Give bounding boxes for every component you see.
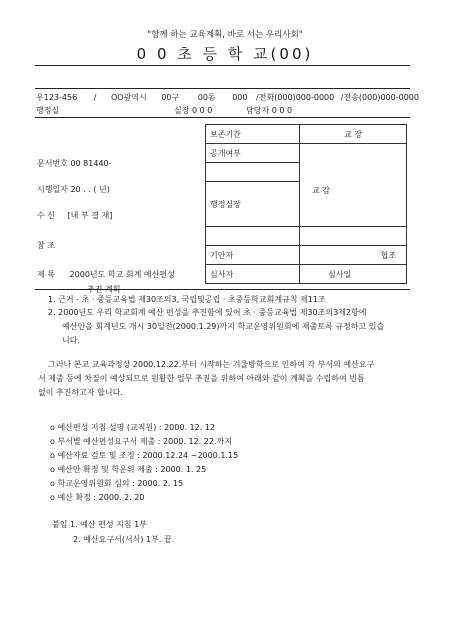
review-date-label: 심사일: [300, 265, 407, 284]
person-in-charge: 담당자 0 0 0: [246, 106, 293, 115]
cooperation-label: 협조: [300, 246, 407, 265]
paragraph-2-line-2: 예산안을 회계년도 개시 30일전(2000.1.29)까지 학교운영위원회에 제출토록 규정하고 있습: [62, 322, 385, 331]
subject-label: 제 목: [37, 270, 55, 279]
schedule-item: o 예산 확정 : 2000. 2. 20: [50, 493, 145, 502]
disclosure-label: 공개여부: [206, 144, 300, 163]
paragraph-2-line-3: 니다.: [62, 336, 80, 345]
document-number: 문서번호 00 81440-: [37, 159, 112, 168]
principal-label: 교 장: [300, 125, 407, 144]
slogan: "함께 하는 교육계획, 바로 서는 우리사회": [147, 30, 303, 40]
paragraph-3-line-2: 서 제출 등에 차질이 예상되므로 원활한 업무 추진을 위하여 아래와 같이 계획을 수립하여 빈틈: [38, 374, 365, 383]
postal-code: 우123-456: [36, 93, 78, 102]
city: OO광역시: [110, 93, 147, 102]
drafter-label: 기안자: [206, 246, 300, 265]
approval-table: [205, 124, 409, 284]
schedule-item: o 예산편성 지침 설명 (교직원) : 2000. 12. 12: [50, 423, 215, 432]
address-line: 우123-456 / OO광역시 00구 00동 000 /전화(000)000-0000 /전송(000)000-0000: [36, 93, 419, 102]
subject-line-2: 추진 계획: [87, 285, 121, 294]
header-rule-2: [35, 88, 410, 89]
schedule-item: o 부서별 예산편성요구서 제출 : 2000. 12. 22.까지: [50, 437, 232, 446]
recipient-row: [37, 210, 112, 221]
subject-row: [37, 269, 175, 280]
header-rule-top: [35, 65, 410, 66]
attachment-1: 붙임 1. 예산 편성 지침 1부: [52, 520, 147, 529]
admin-office-label: 행정실: [36, 106, 60, 115]
header-rule-3: [35, 117, 410, 118]
reference-label: 참 조: [37, 241, 55, 250]
recipient-label: 수 신: [37, 211, 55, 220]
recipient-value: [내 부 결 재]: [67, 211, 113, 220]
paragraph-3-line-3: 없이 추진하고자 합니다.: [38, 388, 123, 397]
dong: 00동: [197, 93, 216, 102]
subject-line-1: 2000년도 학교 회계 예산편성: [69, 270, 175, 279]
schedule-item: o 예산자료 검토 및 조정 : 2000.12.24 ~2000.1.15: [50, 451, 239, 460]
schedule-item: o 학교운영위원회 심의 : 2000. 2. 15: [50, 479, 184, 488]
schedule-item: o 예산안 확정 및 학운위 제출 : 2000. 1. 25: [50, 465, 207, 474]
section-rule: [35, 289, 410, 290]
admin-head-label: 행정실장: [206, 182, 300, 227]
attachment-2: 2. 예산요구서(서식) 1부. 끝.: [73, 535, 175, 544]
issue-date: 시행일자 20 . . ( 년): [37, 185, 110, 194]
paragraph-2-line-1: 2. 2000년도 우리 학교회계 예산 편성을 추진함에 있어 초 · 중등교육법 제30조의3제2항에: [48, 308, 367, 317]
paragraph-3-line-1: 그러나 본교 교육과정상 2000.12.22.부터 시작하는 겨울방학으로 인하여 각 부서의 예산요구: [48, 360, 375, 369]
phone: /전화(000)000-0000: [256, 93, 335, 102]
vice-principal-label: 교 감: [312, 186, 330, 195]
retention-label: 보존기간: [206, 125, 300, 144]
fax: /전송(000)000-0000: [340, 93, 419, 102]
office-head: 실장 0 0 0: [174, 106, 213, 115]
school-name-title: 0 0 초 등 학 교(00): [136, 45, 314, 63]
district: 00구: [161, 93, 180, 102]
paragraph-basis: 1. 근거 - 초 · 중등교육법 제30조의3, 국립및공립 · 초중등학교회계규칙 제11조: [48, 295, 326, 304]
address-number: 000: [232, 93, 248, 102]
reviewer-label: 심사자: [206, 265, 300, 284]
